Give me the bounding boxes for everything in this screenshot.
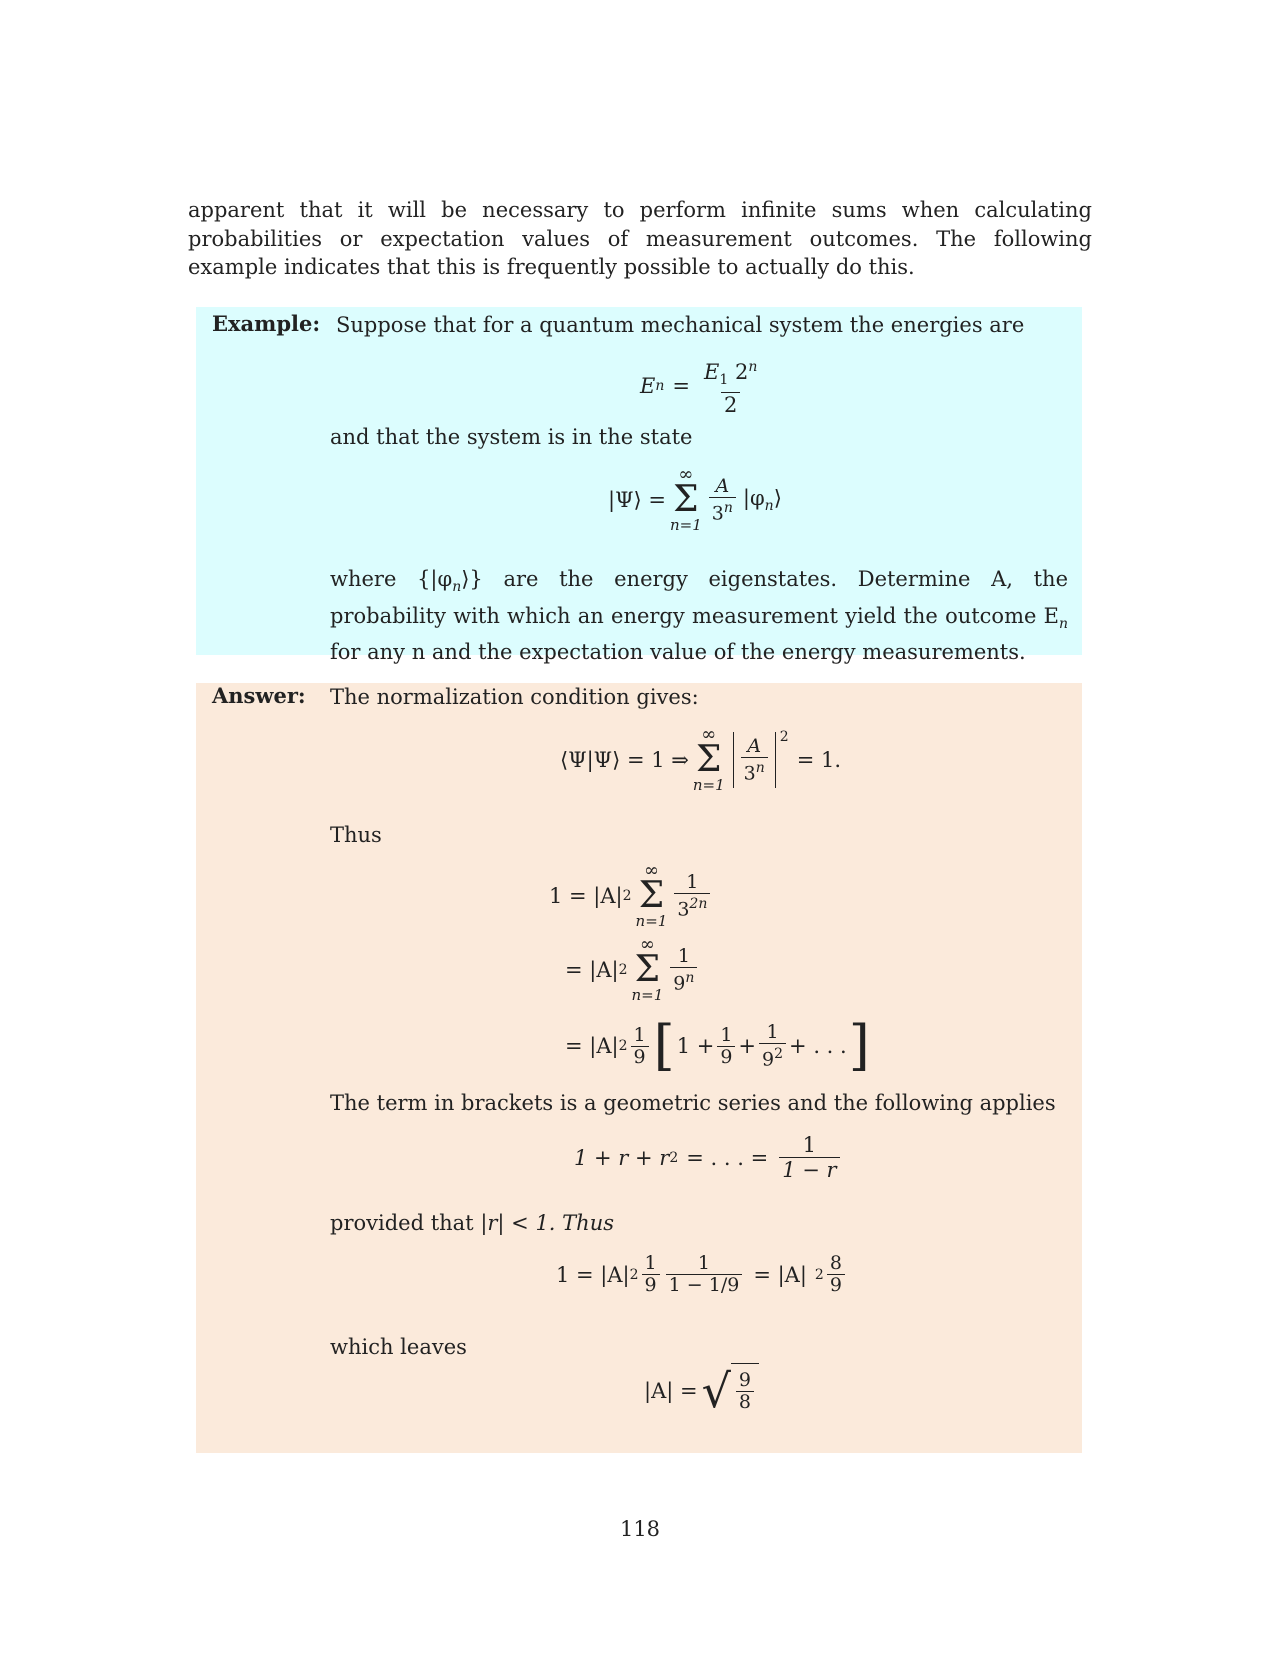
geometric-series-text: The term in brackets is a geometric series and the following applies: [330, 1091, 1056, 1115]
energy-equation: E n = $\frac{E_1 2^n}{2}$: [640, 359, 758, 418]
example-label: Example:: [212, 311, 321, 336]
sum-sign: ∞ Σ n=1: [635, 860, 668, 930]
derivation-line-1: 1 = |A| 2 ∞ Σ n=1 $\frac{1}{3^{2n}}$: [549, 863, 713, 929]
abs-a-equation: |A| = √ $\frac{9}{8}$: [644, 1363, 759, 1419]
provided-text: provided that |r| < 1. Thus: [330, 1211, 614, 1235]
sum-sign: ∞ Σ n=1: [669, 464, 702, 534]
state-equation: |Ψ⟩ = ∞ Σ n=1 $\frac{A}{3^n}$ $|\varphi_n⟩$: [608, 464, 782, 534]
intro-paragraph: apparent that it will be necessary to perform infinite sums when calculating probabilities or expectation values of measurement outcomes. The following example indicates that this is frequently possible to actually do this.: [188, 198, 1092, 279]
answer-lead: The normalization condition gives:: [330, 685, 699, 709]
sum-sign: ∞ Σ n=1: [692, 724, 725, 794]
result-equation: 1 = |A| 2 $\frac{1}{9}$ $\frac{1}{1 - 1/9}$ = |A| 2 $\frac{8}{9}$: [556, 1253, 848, 1296]
normalization-equation: ⟨Ψ|Ψ⟩ = 1 ⇒ ∞ Σ n=1 $\frac{A}{3^n}$ $^2$ = 1.: [560, 724, 842, 794]
example-box: [196, 307, 1082, 665]
sum-sign: ∞ Σ n=1: [631, 934, 664, 1004]
page-number: 118: [619, 1517, 661, 1541]
answer-box: [196, 683, 1082, 1453]
answer-label: Answer:: [212, 683, 306, 708]
state-text: and that the system is in the state: [330, 425, 693, 449]
leaves-text: which leaves: [330, 1335, 467, 1359]
derivation-line-3: = |A| 2 $\frac{1}{9}$ [ 1 + $\frac{1}{9}$ + $\frac{1}{9^2}$ + . . . ]: [565, 1014, 870, 1077]
example-lead: Suppose that for a quantum mechanical system the energies are: [336, 313, 1025, 337]
geometric-series-equation: 1 + r + r 2 = . . . = $\frac{1}{1 - r}$: [574, 1133, 843, 1182]
derivation-line-2: = |A| 2 ∞ Σ n=1 $\frac{1}{9^n}$: [565, 937, 700, 1003]
thus-text: Thus: [330, 823, 382, 847]
where-paragraph: where $\{|\varphi_n⟩\}$ are the energy eigenstates. Determine A, the probability with which an energy measurement yield the outcome $E_n$ for any n and the expectation value of the energy measurements.: [330, 567, 1068, 665]
square-root: √ $\frac{9}{8}$: [702, 1363, 759, 1419]
